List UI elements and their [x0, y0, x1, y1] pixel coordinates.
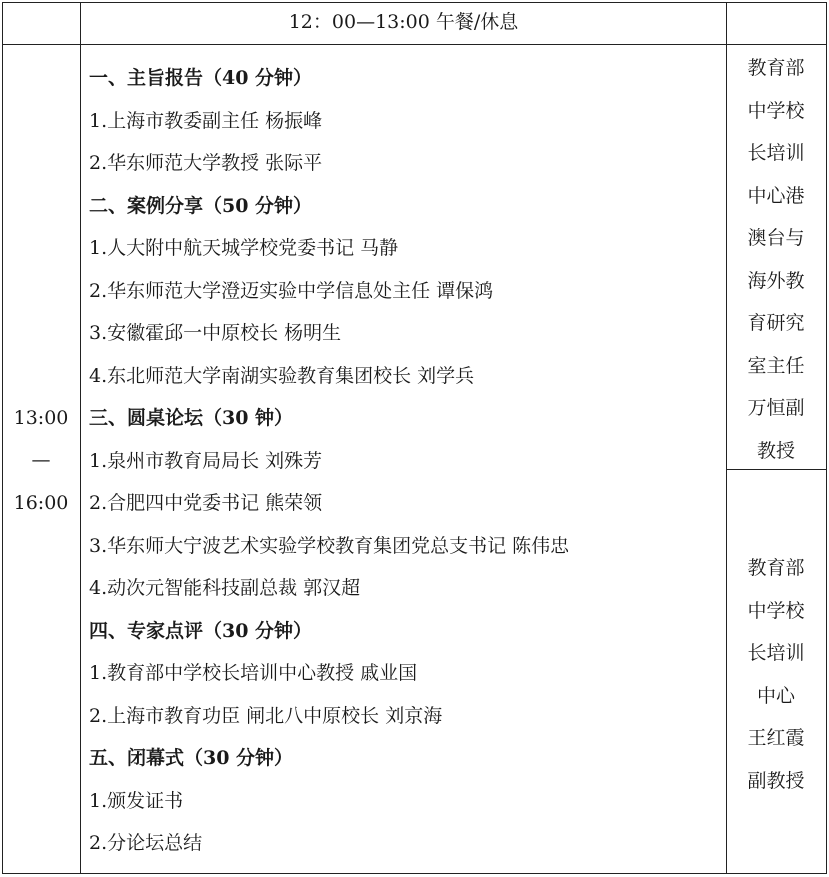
agenda-section-heading: 五、闭幕式（30 分钟） — [89, 747, 294, 769]
agenda-item: 2.华东师范大学教授 张际平 — [89, 152, 323, 174]
chair-line: 教育部 — [747, 557, 805, 579]
chair-line: 中学校 — [747, 100, 805, 122]
chair-line: 王红霞 — [747, 727, 805, 749]
chair-line: 长培训 — [747, 142, 805, 164]
chair-line: 长培训 — [747, 642, 805, 664]
chair-line: 中心 — [756, 685, 795, 707]
agenda-item: 2.分论坛总结 — [89, 832, 203, 854]
agenda-section-heading: 一、主旨报告（40 分钟） — [89, 67, 313, 89]
agenda-item: 2.合肥四中党委书记 熊荣领 — [89, 492, 323, 514]
agenda-item: 3.华东师大宁波艺术实验学校教育集团党总支书记 陈伟忠 — [89, 535, 570, 557]
agenda-section-heading: 四、专家点评（30 分钟） — [89, 620, 313, 642]
agenda-item: 2.华东师范大学澄迈实验中学信息处主任 谭保鸿 — [89, 280, 494, 302]
chair-line: 教育部 — [747, 57, 805, 79]
agenda-section-heading: 二、案例分享（50 分钟） — [89, 195, 313, 217]
agenda-item: 1.教育部中学校长培训中心教授 戚业国 — [89, 662, 418, 684]
table-border-left — [2, 2, 3, 874]
chair-line: 副教授 — [747, 770, 805, 792]
chair-line: 室主任 — [747, 355, 805, 377]
chair-line: 万恒副 — [747, 397, 805, 419]
agenda-item: 1.泉州市教育局局长 刘殊芳 — [89, 450, 323, 472]
agenda-section-heading: 三、圆桌论坛（30 钟） — [89, 407, 294, 429]
table-border-bottom — [2, 873, 826, 874]
row-divider — [2, 44, 826, 45]
agenda-item: 3.安徽霍邱一中原校长 杨明生 — [89, 322, 342, 344]
table-border-right — [826, 2, 827, 874]
agenda-item: 1.人大附中航天城学校党委书记 马静 — [89, 237, 399, 259]
chair-line: 育研究 — [747, 312, 805, 334]
table-border-top — [2, 2, 826, 3]
chair-line: 中学校 — [747, 600, 805, 622]
agenda-item: 4.动次元智能科技副总裁 郭汉超 — [89, 577, 361, 599]
lunch-break-row: 12：00—13:00 午餐/休息 — [288, 11, 519, 33]
time-end: 16:00 — [13, 492, 69, 514]
agenda-item: 4.东北师范大学南湖实验教育集团校长 刘学兵 — [89, 365, 475, 387]
agenda-item: 1.上海市教委副主任 杨振峰 — [89, 110, 323, 132]
chair-line: 海外教 — [747, 270, 805, 292]
agenda-item: 1.颁发证书 — [89, 790, 184, 812]
chair-line: 中心港 — [747, 185, 805, 207]
agenda-item: 2.上海市教育功臣 闸北八中原校长 刘京海 — [89, 705, 443, 727]
time-dash: — — [31, 449, 51, 471]
chair-divider — [726, 469, 826, 470]
column-divider-time — [80, 2, 81, 874]
chair-line: 澳台与 — [747, 227, 805, 249]
time-start: 13:00 — [13, 407, 69, 429]
chair-line: 教授 — [756, 440, 795, 462]
